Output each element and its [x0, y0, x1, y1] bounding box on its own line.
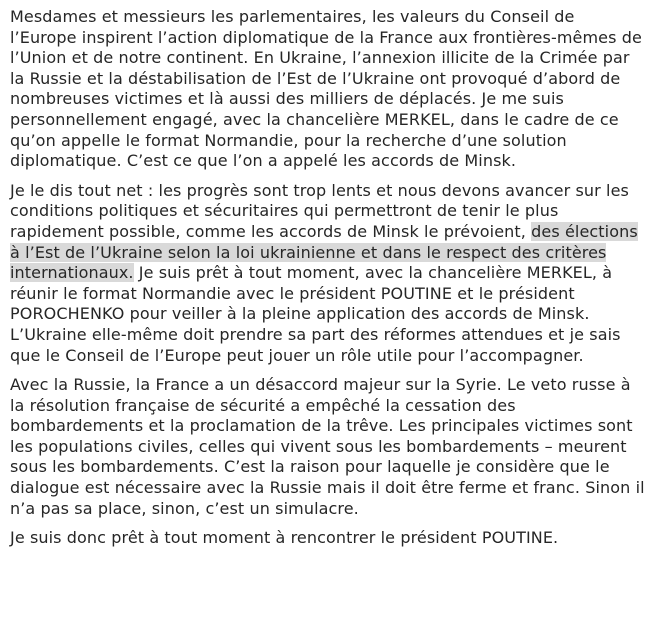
paragraph-4 — [10, 528, 646, 549]
paragraph-3-text: Avec la Russie, la France a un désaccord majeur sur la Syrie. Le veto russe à la résolution française de sécurité a empêché la cessation des bombardements et la proclamation de la trêve. Les principales victimes sont les populations civiles, celles qui vivent sous les bombardements – meurent sous les bombardements. C’est la raison pour laquelle je considère que le dialogue est nécessaire avec la Russie mais il doit être ferme et franc. Sinon il n’a pas sa place, sinon, c’est un simulacre. — [10, 375, 645, 518]
paragraph-3 — [10, 375, 646, 519]
paragraph-2-text-after: Je suis prêt à tout moment, avec la chancelière MERKEL, à réunir le format Normandie avec le président POUTINE et le président POROCHENKO pour veiller à la pleine application des accords de Minsk. L’Ukraine elle-même doit prendre sa part des réformes attendues et je sais que le Conseil de l’Europe peut jouer un rôle utile pour l’accompagner. — [10, 263, 621, 365]
paragraph-4-text: Je suis donc prêt à tout moment à rencontrer le président POUTINE. — [10, 528, 559, 548]
highlighted-selection[interactable]: des élections à l’Est de l’Ukraine selon la loi ukrainienne et dans le respect des critères internationaux. — [10, 221, 638, 283]
paragraph-1-text: Mesdames et messieurs les parlementaires, les valeurs du Conseil de l’Europe inspirent l’action diplomatique de la France aux frontières-mêmes de l’Union et de notre continent. En Ukraine, l’annexion illicite de la Crimée par la Russie et la déstabilisation de l’Est de l’Ukraine ont provoqué d’abord de nombreuses victimes et là aussi des milliers de déplacés. Je me suis personnellement engagé, avec la chancelière MERKEL, dans le cadre de ce qu’on appelle le format Normandie, pour la recherche d’une solution diplomatique. C’est ce que l’on a appelé les accords de Minsk. — [10, 7, 642, 171]
document-body — [10, 7, 646, 558]
paragraph-2-text-before: Je le dis tout net : les progrès sont trop lents et nous devons avancer sur les conditions politiques et sécuritaires qui permettront de tenir le plus rapidement possible, comme les accords de Minsk le prévoient, — [10, 180, 629, 241]
paragraph-1 — [10, 7, 646, 172]
paragraph-2 — [10, 181, 646, 366]
